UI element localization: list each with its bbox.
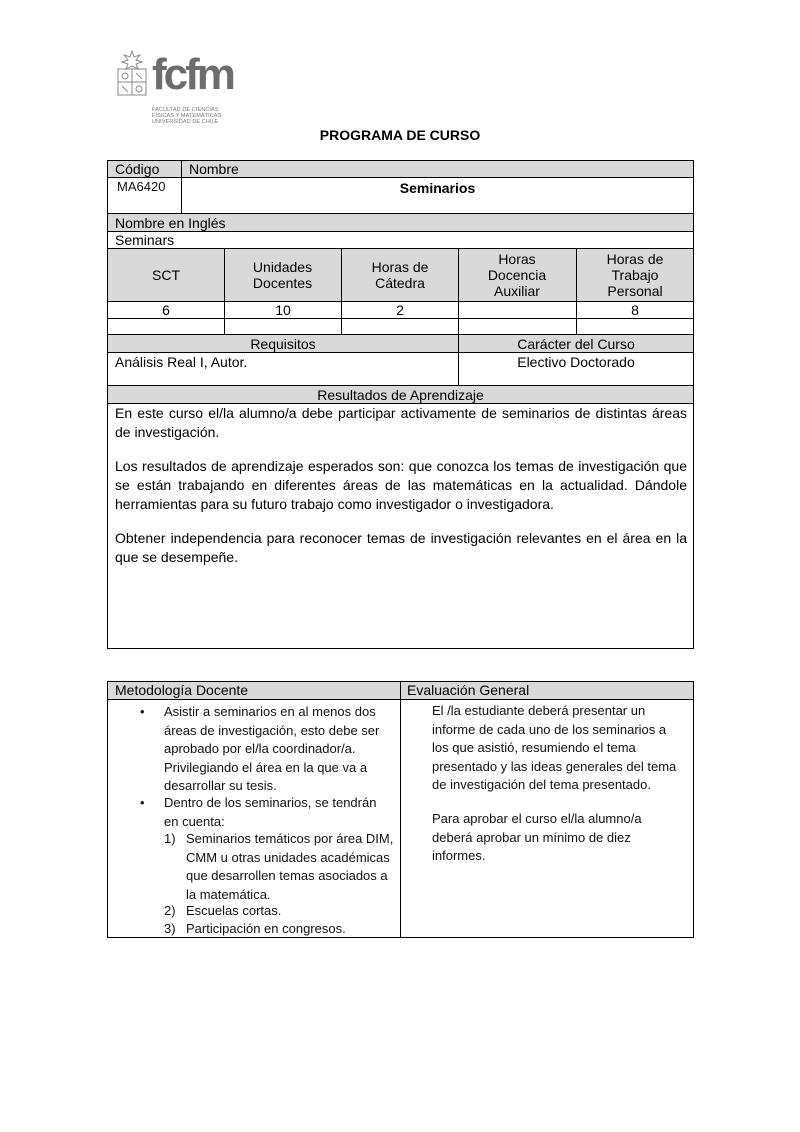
resultados-paragraph-2: Los resultados de aprendizaje esperados son: que conozca los temas de investigación que se están trabajando en diferentes áreas de las matemáticas en la actualidad. Dándole herramientas para su futuro trabajo como investigador o investigadora. (115, 458, 687, 512)
credits-value-sct: 6 (162, 302, 170, 318)
subitem-text: Seminarios temáticos por área DIM, CMM u otras unidades académicas que desarrollen temas asociados a la matemática. (186, 831, 394, 902)
credits-header-auxiliar: Horas Docencia Auxiliar (487, 251, 547, 299)
fcfm-logo (112, 47, 242, 132)
evaluacion-paragraph-1: El /la estudiante deberá presentar un informe de cada uno de los seminarios a los que asistió, resumiendo el tema presentado y las ideas generales del tema de investigación del tema presentado. (432, 703, 677, 792)
metodologia-bullet-2: Dentro de los seminarios, se tendrán en cuenta: (164, 795, 377, 829)
resultados-label: Resultados de Aprendizaje (317, 387, 484, 403)
metodologia-bullet-1: Asistir a seminarios en al menos dos áreas de investigación, esto debe ser aprobado por el/la coordinador/a. Privilegiando el área en la que va a desarrollar su tesis. (164, 704, 380, 793)
logo-line-3: UNIVERSIDAD DE CHILE (152, 119, 219, 125)
credits-header-catedra: Horas de Cátedra (371, 259, 429, 291)
credits-value-unidades: 10 (275, 302, 291, 318)
caracter-value: Electivo Doctorado (517, 354, 635, 370)
credits-header-personal: Horas de Trabajo Personal (606, 251, 664, 299)
caracter-label: Carácter del Curso (517, 336, 635, 352)
nombre-ingles-label: Nombre en Inglés (115, 215, 226, 231)
course-name: Seminarios (399, 180, 476, 196)
codigo-label: Código (115, 161, 160, 177)
logo-line-1: FACULTAD DE CIENCIAS (152, 107, 219, 113)
metodologia-label: Metodología Docente (115, 682, 249, 698)
evaluacion-paragraph-2: Para aprobar el curso el/la alumno/a deberá aprobar un mínimo de diez informes. (432, 811, 642, 863)
subitem-text: Participación en congresos. (186, 921, 346, 936)
subitem-number: 2) (164, 903, 176, 918)
credits-header-sct: SCT (152, 267, 180, 283)
subitem-number: 1) (164, 831, 176, 846)
evaluacion-label: Evaluación General (407, 682, 530, 698)
nombre-ingles-value: Seminars (115, 232, 175, 248)
subitem-number: 3) (164, 921, 176, 936)
subitem-text: Escuelas cortas. (186, 903, 282, 918)
requisitos-value: Análisis Real I, Autor. (115, 354, 248, 370)
bullet-icon: • (140, 795, 145, 810)
brand-wordmark: fcfm (152, 50, 233, 99)
credits-header-unidades: Unidades Docentes (252, 259, 313, 291)
university-seal-icon (114, 49, 150, 99)
logo-line-2: FÍSICAS Y MATEMÁTICAS (152, 113, 222, 119)
course-code: MA6420 (117, 179, 166, 194)
credits-value-catedra: 2 (396, 302, 404, 318)
nombre-label: Nombre (189, 161, 239, 177)
requisitos-label: Requisitos (250, 336, 316, 352)
credits-value-personal: 8 (631, 302, 639, 318)
resultados-paragraph-3: Obtener independencia para reconocer temas de investigación relevantes en el área en la que se desempeñe. (115, 530, 687, 565)
resultados-paragraph-1: En este curso el/la alumno/a debe participar activamente de seminarios de distintas áreas de investigación. (115, 405, 687, 440)
page-title: PROGRAMA DE CURSO (319, 127, 481, 143)
bullet-icon: • (140, 704, 145, 719)
